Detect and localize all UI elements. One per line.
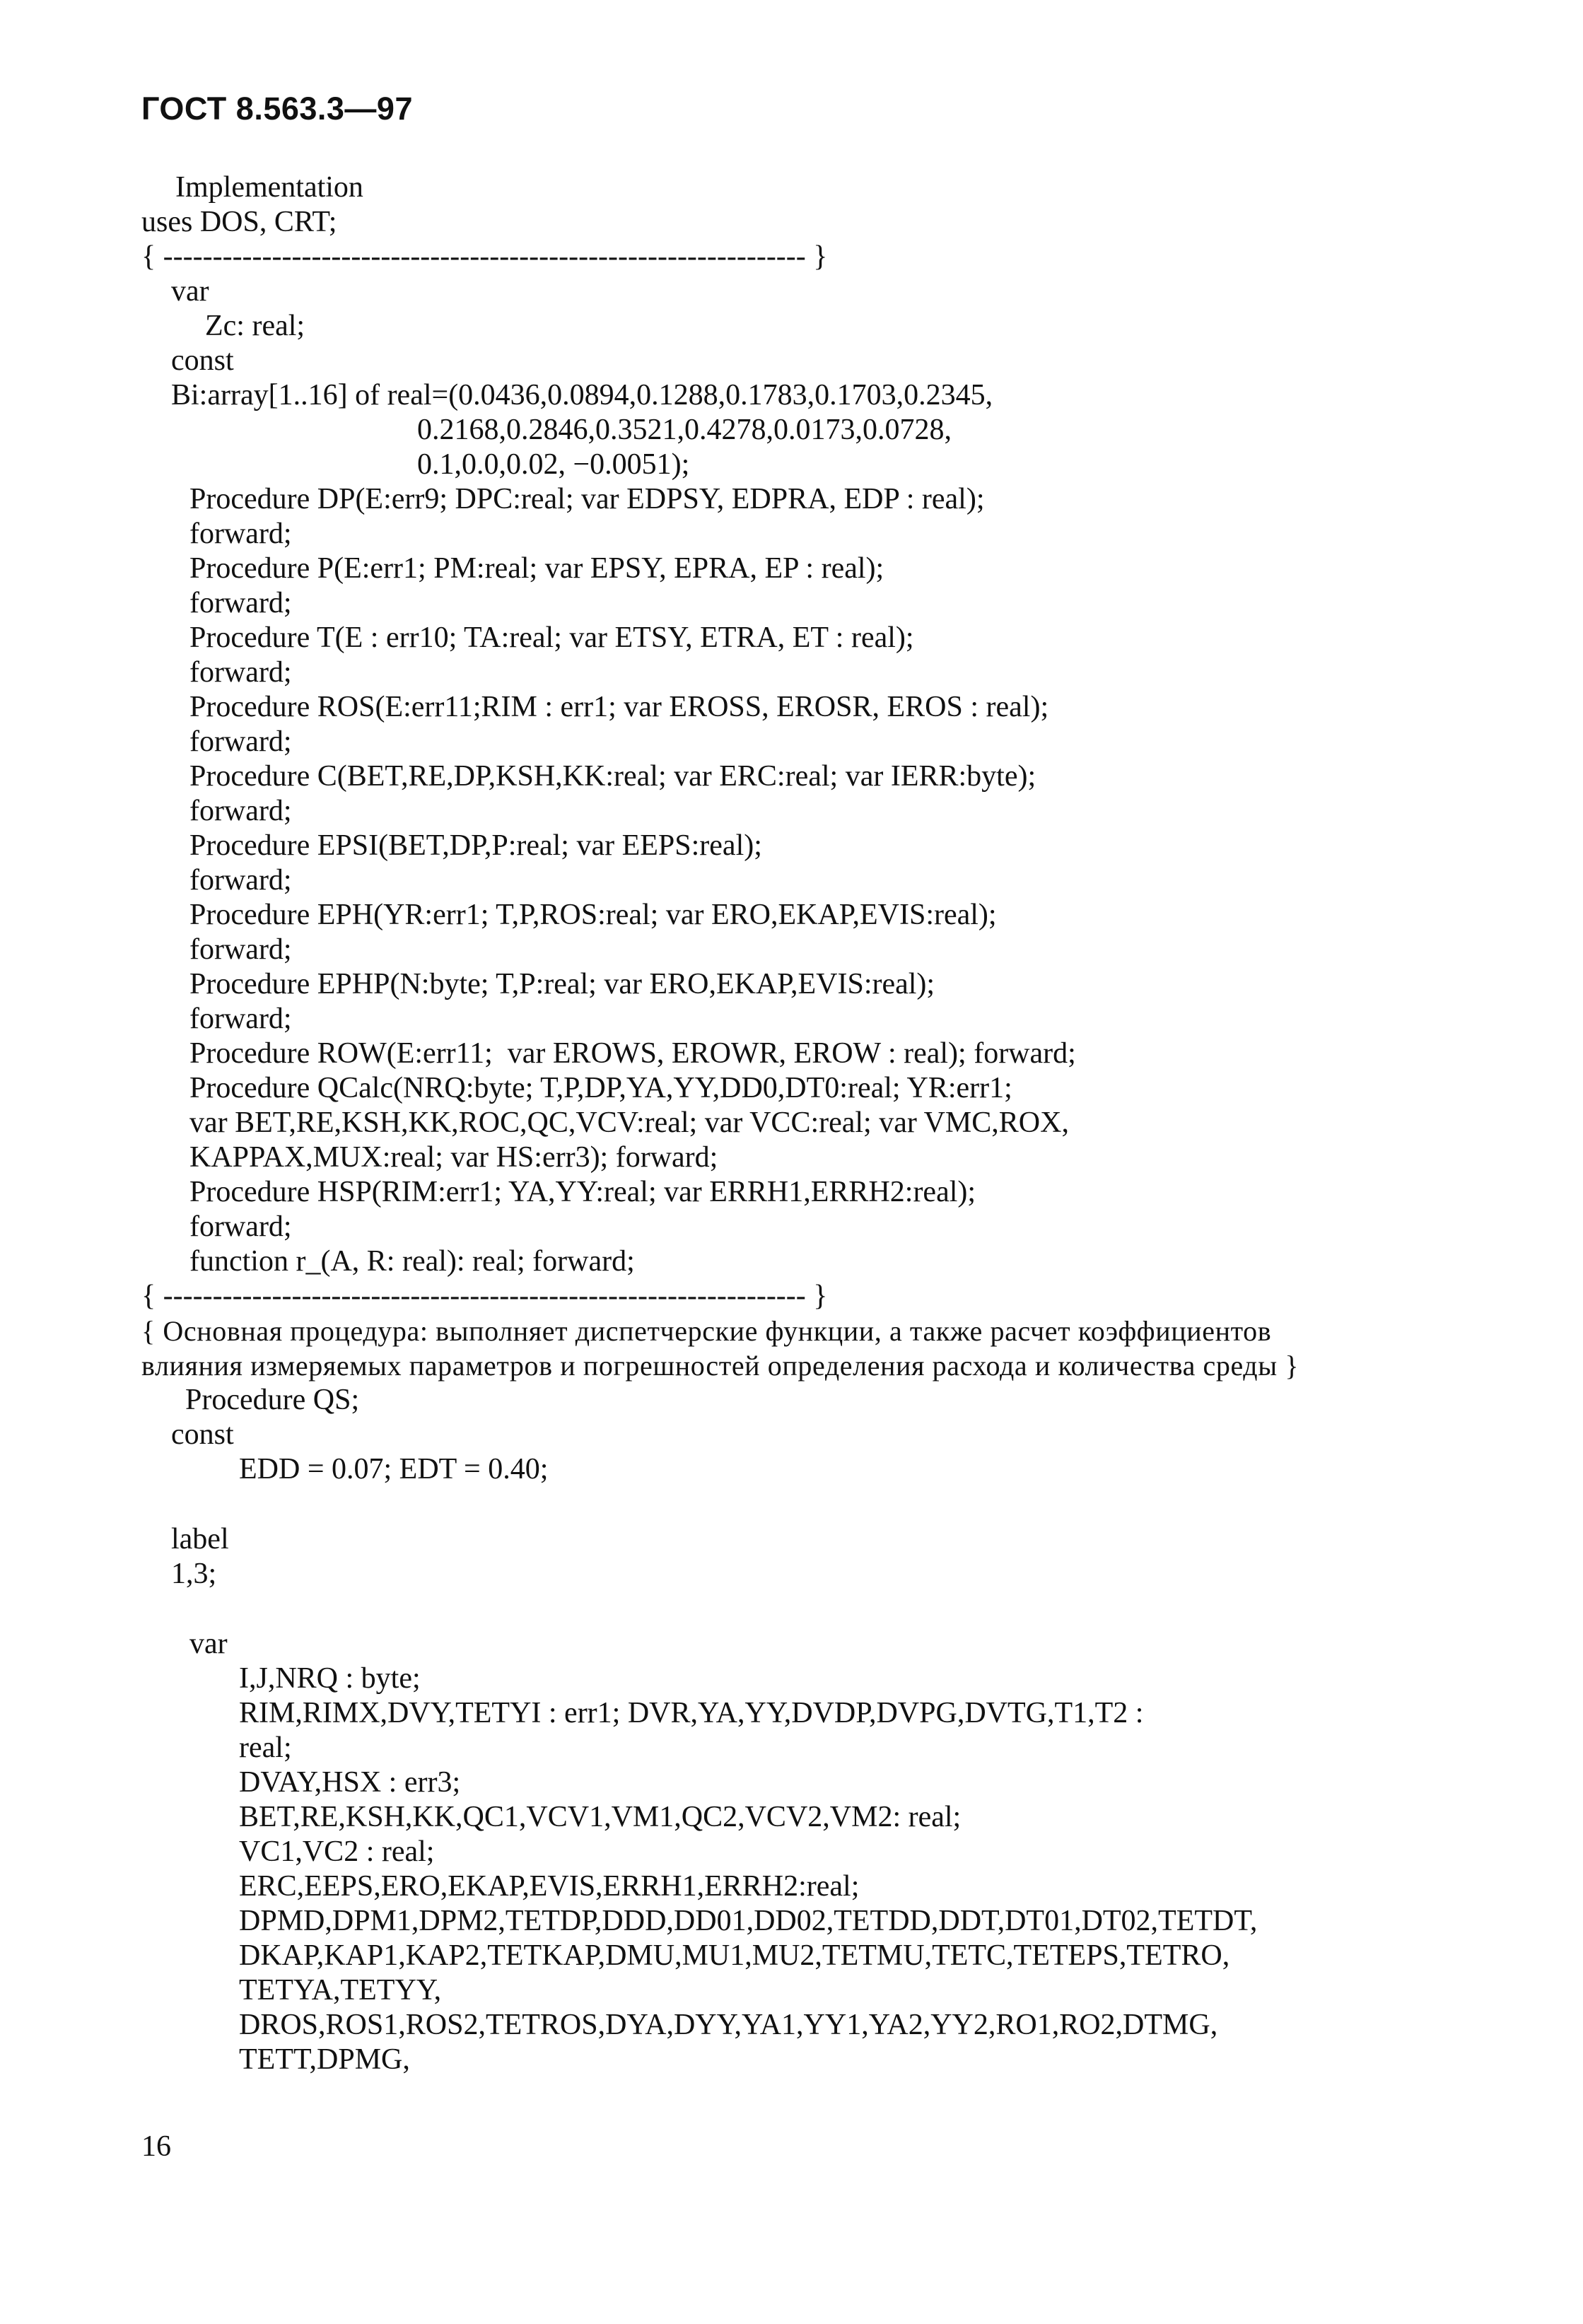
comment-line: { Основная процедура: выполняет диспетчерские функции, а также расчет коэффициентов: [141, 1315, 1272, 1347]
code-line: ERC,EEPS,ERO,EKAP,EVIS,ERRH1,ERRH2:real;: [239, 1870, 860, 1903]
code-line: forward;: [189, 1003, 292, 1035]
code-line: var: [171, 275, 209, 308]
code-line: const: [171, 344, 234, 377]
code-line: 1,3;: [171, 1558, 217, 1590]
page-number: 16: [141, 2130, 171, 2163]
code-line: const: [171, 1418, 234, 1451]
code-line: Procedure EPHP(N:byte; T,P:real; var ERO,EKAP,EVIS:real);: [189, 968, 935, 1000]
code-line: Procedure C(BET,RE,DP,KSH,KK:real; var ERC:real; var IERR:byte);: [189, 760, 1036, 793]
code-line: DROS,ROS1,ROS2,TETROS,DYA,DYY,YA1,YY1,YA2,YY2,RO1,RO2,DTMG,: [239, 2009, 1218, 2041]
code-line: label: [171, 1523, 229, 1555]
code-line: Procedure ROW(E:err11; var EROWS, EROWR, EROW : real); forward;: [189, 1037, 1076, 1070]
code-line: Procedure EPH(YR:err1; T,P,ROS:real; var ERO,EKAP,EVIS:real);: [189, 899, 997, 931]
code-line: function r_(A, R: real): real; forward;: [189, 1245, 635, 1278]
comment-line: влияния измеряемых параметров и погрешностей определения расхода и количества среды }: [141, 1350, 1299, 1382]
code-line: BET,RE,KSH,KK,QC1,VCV1,VM1,QC2,VCV2,VM2: real;: [239, 1801, 962, 1833]
code-line: Procedure EPSI(BET,DP,P:real; var EEPS:real);: [189, 829, 762, 862]
code-line: 0.1,0.0,0.02, −0.0051);: [417, 448, 690, 481]
code-line: forward;: [189, 656, 292, 689]
code-line: forward;: [189, 587, 292, 619]
code-line: Procedure DP(E:err9; DPC:real; var EDPSY, EDPRA, EDP : real);: [189, 483, 985, 515]
code-line: Procedure QCalc(NRQ:byte; T,P,DP,YA,YY,DD0,DT0:real; YR:err1;: [189, 1072, 1012, 1104]
code-line: var BET,RE,KSH,KK,ROC,QC,VCV:real; var VCC:real; var VMC,ROX,: [189, 1106, 1069, 1139]
code-line: Procedure ROS(E:err11;RIM : err1; var EROSS, EROSR, EROS : real);: [189, 691, 1049, 723]
code-line: forward;: [189, 1210, 292, 1243]
code-line: Procedure P(E:err1; PM:real; var EPSY, EPRA, EP : real);: [189, 552, 884, 585]
code-line: TETYA,TETYY,: [239, 1974, 442, 2007]
code-line: uses DOS, CRT;: [141, 206, 337, 238]
code-line: forward;: [189, 725, 292, 758]
code-line: forward;: [189, 933, 292, 966]
code-line: { ----------------------------------------------------------------- }: [141, 1280, 828, 1312]
code-line: real;: [239, 1732, 292, 1764]
code-line: Procedure T(E : err10; TA:real; var ETSY, ETRA, ET : real);: [189, 621, 914, 654]
code-line: Procedure QS;: [185, 1384, 360, 1416]
standard-header: ГОСТ 8.563.3—97: [141, 90, 413, 127]
code-line: DKAP,KAP1,KAP2,TETKAP,DMU,MU1,MU2,TETMU,TETC,TETEPS,TETRO,: [239, 1939, 1230, 1972]
code-line: DVAY,HSX : err3;: [239, 1766, 461, 1799]
code-line: EDD = 0.07; EDT = 0.40;: [239, 1453, 549, 1485]
code-line: forward;: [189, 795, 292, 827]
code-line: Zc: real;: [205, 310, 305, 342]
code-line: Bi:array[1..16] of real=(0.0436,0.0894,0.1288,0.1783,0.1703,0.2345,: [171, 379, 993, 411]
code-line: Implementation: [175, 171, 363, 204]
code-line: TETT,DPMG,: [239, 2043, 410, 2076]
code-line: Procedure HSP(RIM:err1; YA,YY:real; var ERRH1,ERRH2:real);: [189, 1176, 976, 1208]
code-line: 0.2168,0.2846,0.3521,0.4278,0.0173,0.0728,: [417, 414, 952, 446]
code-line: forward;: [189, 864, 292, 897]
code-line: var: [189, 1628, 228, 1660]
code-line: I,J,NRQ : byte;: [239, 1662, 421, 1695]
code-line: RIM,RIMX,DVY,TETYI : err1; DVR,YA,YY,DVDP,DVPG,DVTG,T1,T2 :: [239, 1697, 1144, 1729]
code-line: forward;: [189, 518, 292, 550]
code-line: KAPPAX,MUX:real; var HS:err3); forward;: [189, 1141, 718, 1174]
code-line: VC1,VC2 : real;: [239, 1835, 435, 1868]
code-line: DPMD,DPM1,DPM2,TETDP,DDD,DD01,DD02,TETDD,DDT,DT01,DT02,TETDT,: [239, 1905, 1258, 1937]
code-line: { ----------------------------------------------------------------- }: [141, 240, 828, 273]
